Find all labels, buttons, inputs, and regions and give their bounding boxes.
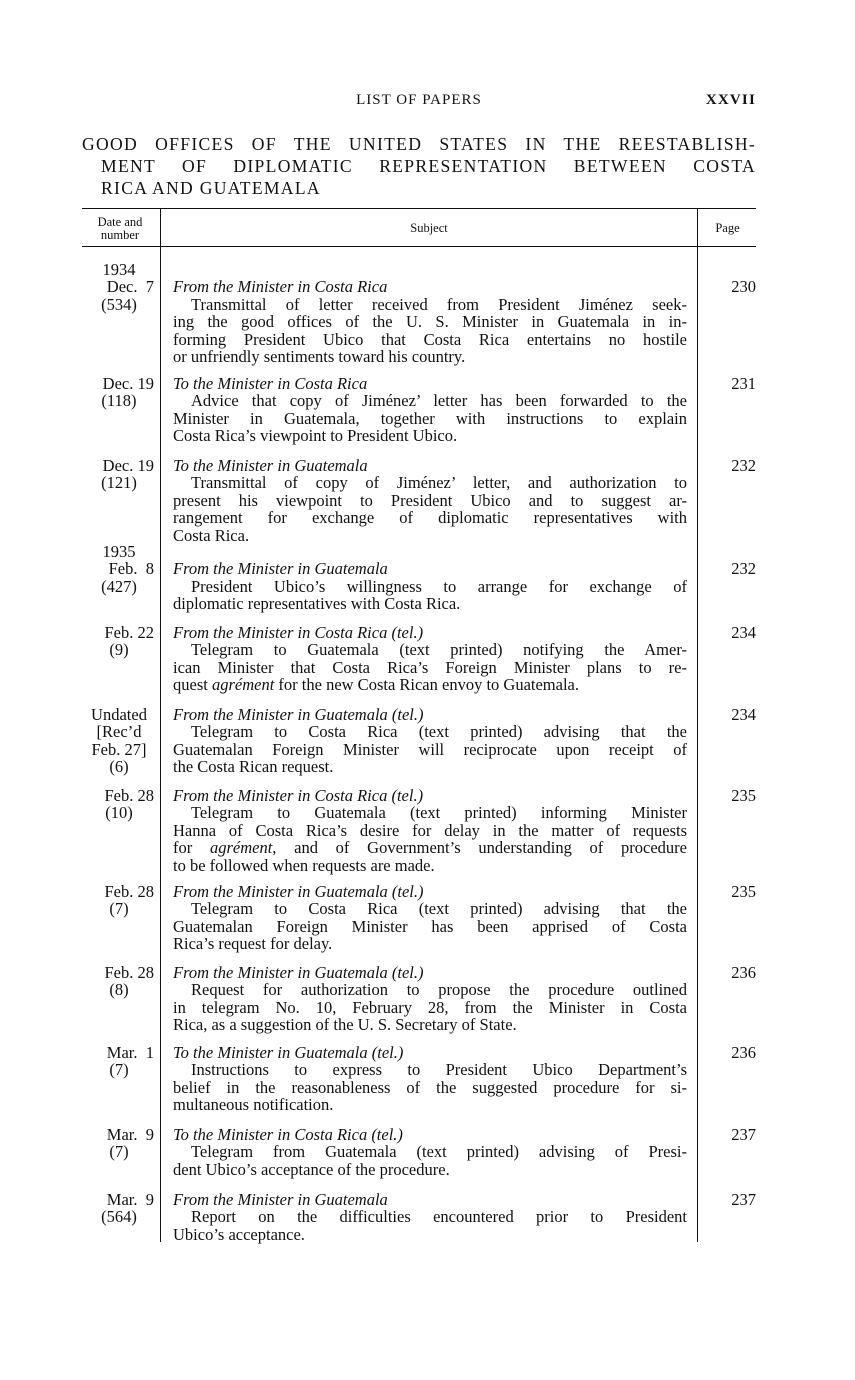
column-divider-right (697, 208, 698, 1242)
entry-heading: From the Minister in Guatemala (tel.) (173, 963, 424, 982)
header-date-number (82, 216, 158, 242)
entry-body-line: President Ubico’s willingness to arrange for exchange of (191, 576, 687, 596)
entry-subject (173, 787, 687, 874)
entry-body (173, 900, 687, 952)
entry-date-number (82, 543, 156, 595)
entry-body-line: Report on the difficulties encountered prior to President (191, 1207, 687, 1227)
header-page: Page (715, 221, 740, 235)
entry-heading: From the Minister in Guatemala (173, 1190, 388, 1209)
entry-body-line: quest agrément for the new Costa Rican envoy to Guatemala. (173, 675, 579, 695)
entry-heading: To the Minister in Guatemala (173, 456, 368, 475)
entry-subject (173, 560, 687, 612)
entry-body-line: Request for authorization to propose the procedure outlined (191, 980, 687, 1000)
entry-date-number (82, 706, 156, 776)
entry-body-line: rangement for exchange of diplomatic representatives with (173, 508, 687, 528)
entry-number: (427) (101, 576, 137, 596)
entry-number: (7) (109, 1142, 129, 1162)
entry-year: 1935 (102, 542, 136, 561)
entry-body-line: forming President Ubico that Costa Rica entertains no hostile (173, 329, 687, 349)
entry-body-line: Telegram from Guatemala (text printed) advising of Presi- (191, 1142, 687, 1162)
entry-date: Feb. 22 (104, 623, 154, 642)
entry-page: 235 (731, 786, 756, 805)
entry-page: 230 (731, 277, 756, 297)
entry-heading: To the Minister in Costa Rica (tel.) (173, 1125, 403, 1144)
entry-page: 235 (731, 882, 756, 901)
entry-subject (173, 624, 687, 694)
section-title-line: GOOD OFFICES OF THE UNITED STATES IN THE REESTABLISH- (82, 134, 756, 154)
entry-date-number (82, 261, 156, 313)
entry-number: (8) (109, 980, 129, 1000)
entry-date: Dec. 19 (102, 374, 154, 393)
entry-date-number (82, 883, 156, 918)
entry-body (173, 392, 687, 444)
entry-body-line: multaneous notification. (173, 1095, 334, 1115)
header-date-line1: Date and (97, 215, 143, 229)
entry-subject (173, 706, 687, 776)
entry-body (173, 1143, 687, 1178)
entry-heading: From the Minister in Costa Rica (173, 277, 388, 297)
entry-body-line: ing the good offices of the U. S. Minister in Guatemala in in- (173, 312, 687, 332)
entry-subject (173, 1191, 687, 1243)
column-divider-left (160, 208, 161, 1242)
entry-body-line: Minister in Guatemala, together with instructions to explain (173, 408, 687, 428)
entry-body-line: in telegram No. 10, February 28, from the Minister in Costa (173, 997, 687, 1017)
entry-body (173, 723, 687, 775)
italic-term: agrément (209, 838, 273, 858)
entry-year: 1934 (102, 260, 136, 279)
entry-heading: From the Minister in Guatemala (tel.) (173, 705, 424, 724)
entry-number: (534) (101, 294, 137, 314)
entry-date-number (82, 624, 156, 659)
table-top-rule (82, 208, 756, 209)
entry-body (173, 804, 687, 874)
section-title-line: RICA AND GUATEMALA (101, 178, 321, 198)
entry-body-line: Costa Rica. (173, 525, 250, 545)
entry-body-line: Ubico’s acceptance. (173, 1224, 305, 1244)
entry-page: 231 (731, 374, 756, 393)
entry-page: 232 (731, 559, 756, 579)
entry-date: Dec. 7 (106, 277, 154, 297)
section-title-line: MENT OF DIPLOMATIC REPRESENTATION BETWEEN COSTA (101, 156, 756, 176)
entry-subject (173, 278, 687, 365)
entry-date-number (82, 1044, 156, 1079)
entry-subject (173, 457, 687, 544)
entry-body (173, 474, 687, 544)
header-date-line2: number (100, 228, 140, 242)
entry-body-line: Rica, as a suggestion of the U. S. Secretary of State. (173, 1015, 517, 1035)
entry-body-line: Transmittal of letter received from President Jiménez seek- (191, 294, 687, 314)
entry-number: (7) (109, 899, 129, 919)
entry-body-line: Instructions to express to President Ubico Department’s (191, 1060, 687, 1080)
entry-heading: From the Minister in Guatemala (tel.) (173, 882, 424, 901)
entry-number: (7) (109, 1060, 129, 1080)
running-head-title: LIST OF PAPERS (356, 92, 482, 108)
entry-subject (173, 964, 687, 1034)
entry-body-line: Transmittal of copy of Jiménez’ letter, and authorization to (191, 473, 687, 493)
entry-heading: To the Minister in Guatemala (tel.) (173, 1043, 404, 1062)
entry-body-line: Telegram to Guatemala (text printed) informing Minister (191, 803, 687, 823)
entry-date: Mar. 1 (106, 1043, 154, 1062)
entry-subject (173, 1044, 687, 1114)
header-subject: Subject (410, 221, 448, 235)
entry-date-number (82, 457, 156, 492)
italic-term: agrément (211, 675, 275, 695)
entry-body-line: the Costa Rican request. (173, 757, 334, 777)
entry-page: 237 (731, 1125, 756, 1144)
entry-subject (173, 375, 687, 445)
entry-body (173, 641, 687, 693)
entry-page: 232 (731, 456, 756, 475)
entry-date-number (82, 375, 156, 410)
entry-date: Feb. 28 (104, 882, 154, 901)
header-bottom-rule (82, 246, 756, 247)
entry-number: (10) (105, 803, 133, 823)
entry-body-line: belief in the reasonableness of the suggested procedure for si- (173, 1077, 687, 1097)
entry-date-number (82, 964, 156, 999)
entry-date: Mar. 9 (106, 1125, 154, 1144)
entry-body-line: Guatemalan Foreign Minister has been apprised of Costa (173, 916, 687, 936)
page-number-roman: XXVII (705, 92, 756, 108)
entry-page: 236 (731, 1043, 756, 1062)
entry-date: Feb. 28 (104, 786, 154, 805)
entry-subject (173, 883, 687, 953)
entry-body-line: to be followed when requests are made. (173, 855, 435, 875)
entry-body (173, 1208, 687, 1243)
entry-date: Dec. 19 (102, 456, 154, 475)
entry-number: (9) (109, 640, 129, 660)
entry-body-line: Guatemalan Foreign Minister will reciprocate upon receipt of (173, 739, 687, 759)
entry-body (173, 296, 687, 366)
entry-subject (173, 1126, 687, 1178)
entry-body-line: Costa Rica’s viewpoint to President Ubico. (173, 426, 458, 446)
entry-heading: From the Minister in Costa Rica (tel.) (173, 623, 424, 642)
entry-page: 237 (731, 1190, 756, 1209)
entry-body-line: diplomatic representatives with Costa Rica. (173, 594, 461, 614)
entry-heading: From the Minister in Costa Rica (tel.) (173, 786, 424, 805)
entry-heading: To the Minister in Costa Rica (173, 374, 368, 393)
entry-date-number (82, 1191, 156, 1226)
entry-body (173, 981, 687, 1033)
entry-number: (6) (109, 757, 129, 777)
entry-body-line: for agrément, and of Government’s understanding of procedure (173, 838, 687, 858)
entry-date: Undated (91, 705, 147, 724)
entry-date-number (82, 787, 156, 822)
entry-body-line: ican Minister that Costa Rica’s Foreign Minister plans to re- (173, 657, 687, 677)
entry-body-line: Rica’s request for delay. (173, 934, 333, 954)
entry-date: Feb. 8 (108, 559, 154, 579)
entry-body (173, 578, 687, 613)
entry-date: Mar. 9 (106, 1190, 154, 1209)
entry-body-line: Telegram to Costa Rica (text printed) advising that the (191, 899, 687, 919)
entry-date: Feb. 27] (91, 739, 147, 759)
entry-body-line: dent Ubico’s acceptance of the procedure. (173, 1159, 450, 1179)
entry-body-line: Advice that copy of Jiménez’ letter has been forwarded to the (191, 391, 687, 411)
entry-body-line: Telegram to Guatemala (text printed) notifying the Amer- (191, 640, 687, 660)
running-head (82, 92, 756, 112)
entry-body (173, 1061, 687, 1113)
entry-date: Feb. 28 (104, 963, 154, 982)
section-title (82, 133, 756, 199)
entry-page: 236 (731, 963, 756, 982)
entry-number: (118) (101, 391, 137, 411)
entry-heading: From the Minister in Guatemala (173, 559, 388, 579)
entry-body-line: Hanna of Costa Rica’s desire for delay in the matter of requests (173, 820, 687, 840)
entry-page: 234 (731, 705, 756, 724)
entry-body-line: or unfriendly sentiments toward his country. (173, 347, 466, 367)
entry-number: (564) (101, 1207, 137, 1227)
entry-body-line: Telegram to Costa Rica (text printed) advising that the (191, 722, 687, 742)
entry-number: (121) (101, 473, 137, 493)
entry-body-line: present his viewpoint to President Ubico and to suggest ar- (173, 490, 687, 510)
entry-page: 234 (731, 623, 756, 642)
entry-date: [Rec’d (96, 722, 142, 742)
entry-date-number (82, 1126, 156, 1161)
